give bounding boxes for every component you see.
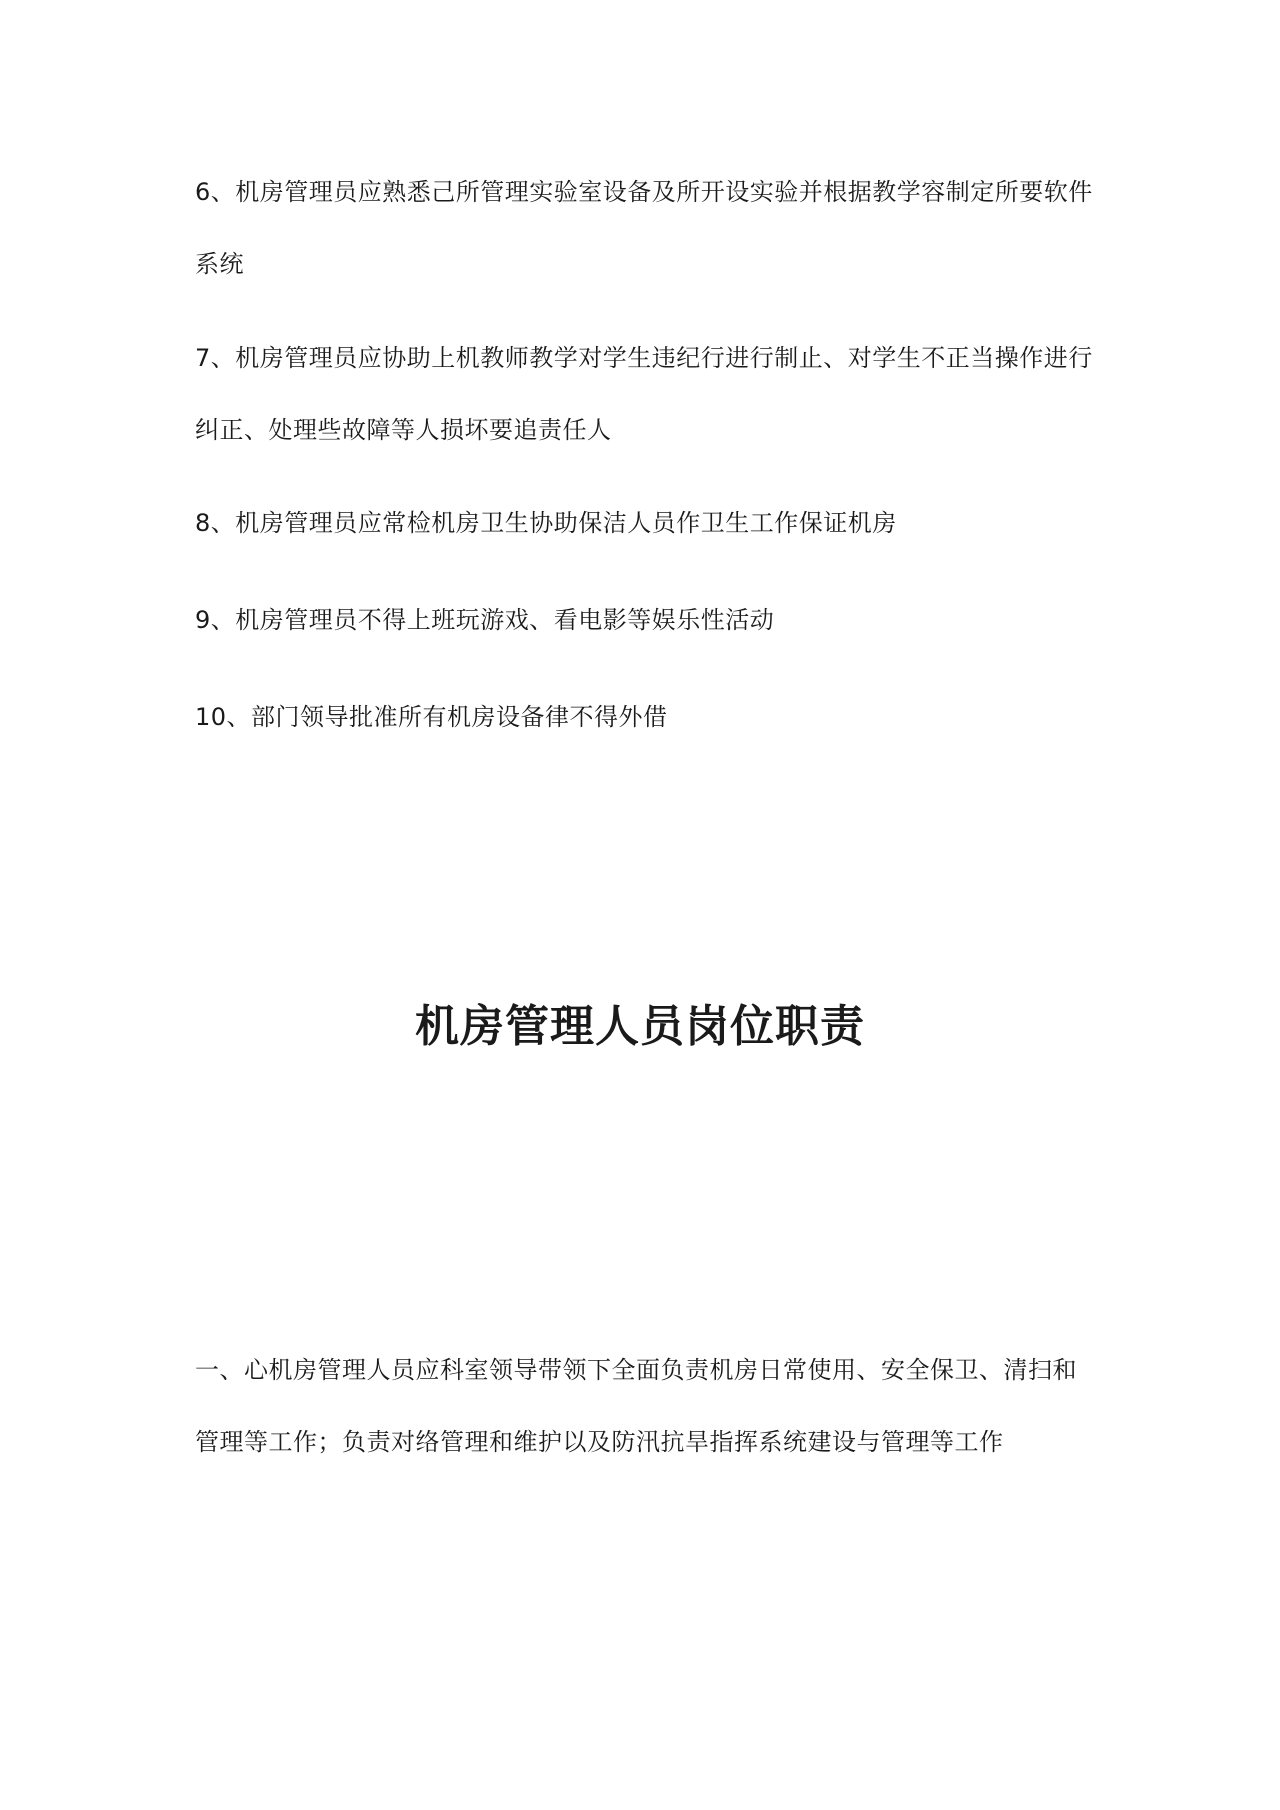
rule-item-10: 10、部门领导批准所有机房设备律不得外借 <box>195 703 668 731</box>
rule-item-6: 6、机房管理员应熟悉己所管理实验室设备及所开设实验并根据教学容制定所要软件系统 <box>195 178 1093 278</box>
rule-item-7: 7、机房管理员应协助上机教师教学对学生违纪行进行制止、对学生不正当操作进行纠正、处理些故障等人损坏要追责任人 <box>195 344 1093 444</box>
section-title: 机房管理人员岗位职责 <box>415 1001 865 1052</box>
rule-item-8: 8、机房管理员应常检机房卫生协助保洁人员作卫生工作保证机房 <box>195 509 897 537</box>
rule-item-9: 9、机房管理员不得上班玩游戏、看电影等娱乐性活动 <box>195 606 775 634</box>
duty-item-1: 一、心机房管理人员应科室领导带领下全面负责机房日常使用、安全保卫、清扫和管理等工作；负责对络管理和维护以及防汛抗旱指挥系统建设与管理等工作 <box>195 1356 1077 1456</box>
